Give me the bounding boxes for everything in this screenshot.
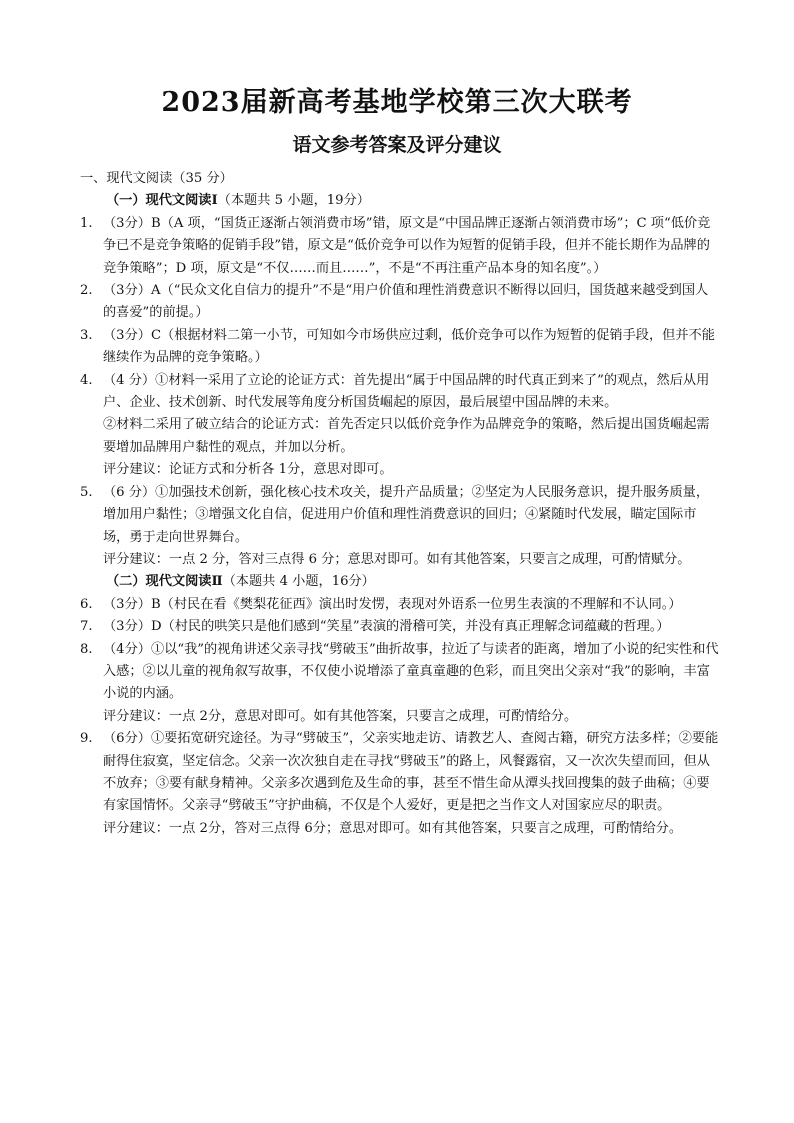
answer-item-9 (80, 728, 720, 840)
item-number: 9. (80, 731, 93, 747)
item-number: 1. (80, 215, 93, 231)
answer-item-1 (80, 213, 720, 280)
answer-item-3 (80, 325, 720, 370)
scoring-note: 评分建议：一点 2 分，答对三点得 6 分；意思对即可。如有其他答案，只要言之成理，可酌情赋分。 (103, 551, 691, 567)
subsection-label: （二）现代文阅读Ⅱ (106, 574, 223, 590)
section-heading: 一、现代文阅读（35 分） (80, 171, 233, 186)
scoring-note: 评分建议：一点 2分，答对三点得 6分；意思对即可。如有其他答案，只要言之成理，可酌情给分。 (103, 820, 683, 836)
answer-item-5 (80, 482, 720, 572)
item-number: 2. (80, 283, 93, 299)
answer-item-2 (80, 280, 720, 325)
subsection-heading-2 (80, 571, 720, 593)
item-number: 8. (80, 641, 93, 657)
subsection-label: （一）现代文阅读Ⅰ (106, 193, 218, 209)
item-text: （4 分）①材料一采用了立论的论证方式：首先提出“属于中国品牌的时代真正到来了”的观点，然后从用户、企业、技术创新、时代发展等角度分析国货崛起的原因，最后展望中国品牌的未来。 (103, 372, 710, 411)
answer-item-7 (80, 616, 720, 638)
item-number: 5. (80, 484, 93, 500)
page-subtitle: 语文参考答案及评分建议 (292, 134, 502, 156)
item-text: （3分）B（村民在看《樊梨花征西》演出时发愣，表现对外语系一位男生表演的不理解和不认同。） (103, 596, 682, 612)
item-text: （3分）D（村民的哄笑只是他们感到“笑星”表演的滑稽可笑，并没有真正理解念词蕴藏的哲理。） (103, 619, 670, 635)
answer-item-4 (80, 370, 720, 482)
answer-item-6 (80, 594, 720, 616)
scoring-note: 评分建议：论证方式和分析各 1分，意思对即可。 (103, 462, 393, 478)
item-text: ②材料二采用了破立结合的论证方式：首先否定只以低价竞争作为品牌竞争的策略，然后提出国货崛起需要增加品牌用户黏性的观点，并加以分析。 (103, 417, 710, 455)
item-number: 4. (80, 372, 93, 388)
subsection-note: （本题共 5 小题，19分） (217, 193, 370, 209)
item-text: （3分）C（根据材料二第一小节，可知如今市场供应过剩，低价竞争可以作为短暂的促销手段，但并不能继续作为品牌的竞争策略。） (103, 327, 715, 366)
item-text: （4分）①以“我”的视角讲述父亲寻找“劈破玉”曲折故事，拉近了与读者的距离，增加了小说的纪实性和代入感；②以儿童的视角叙写故事，不仅使小说增添了童真童趣的色彩，而且突出父亲对“我”的影响，丰富小说的内涵。 (103, 641, 719, 702)
item-text: （6 分）①加强技术创新，强化核心技术攻关，提升产品质量；②坚定为人民服务意识，提升服务质量，增加用户黏性；③增强文化自信，促进用户价值和理性消费意识的回归；④紧随时代发展，瞄定国际市场，勇于走向世界舞台。 (103, 484, 710, 545)
item-text: （3分）B（A 项，“国货正逐渐占领消费市场”错，原文是“中国品牌正逐渐占领消费市场”；C 项“低价竞争已不是竞争策略的促销手段”错，原文是“低价竞争可以作为短暂的促销手段，但并不能长期作为品牌的竞争策略”；D 项，原文是“不仅……而且……”，不是“不再注重产品本身的知名度”。） (103, 215, 711, 276)
item-number: 3. (80, 327, 93, 343)
answer-content (80, 168, 720, 840)
item-number: 7. (80, 619, 93, 635)
page-title: 2023届新高考基地学校第三次大联考 (161, 87, 633, 118)
answer-item-8 (80, 639, 720, 729)
item-text: （6分）①要拓宽研究途径。为寻“劈破玉”，父亲实地走访、请教艺人、查阅古籍，研究方法多样；②要能耐得住寂寞，坚定信念。父亲一次次独自走在寻找“劈破玉”的路上，风餐露宿，又一次次失望而回，但从不放弃；③要有献身精神。父亲多次遇到危及生命的事，甚至不惜生命从潭头找回搜集的鼓子曲稿；④要有家国情怀。父亲寻“劈破玉”守护曲稿，不仅是个人爱好，更是把之当作文人对国家应尽的职责。 (103, 731, 719, 814)
item-number: 6. (80, 596, 93, 612)
subsection-note: （本题共 4 小题，16分） (222, 574, 375, 590)
scoring-note: 评分建议：一点 2分，意思对即可。如有其他答案，只要言之成理，可酌情给分。 (103, 708, 578, 724)
item-text: （3分）A（“民众文化自信力的提升”不是“用户价值和理性消费意识不断得以回归，国货越来越受到国人的喜爱”的前提。） (103, 283, 709, 321)
subsection-heading-1 (80, 190, 720, 212)
